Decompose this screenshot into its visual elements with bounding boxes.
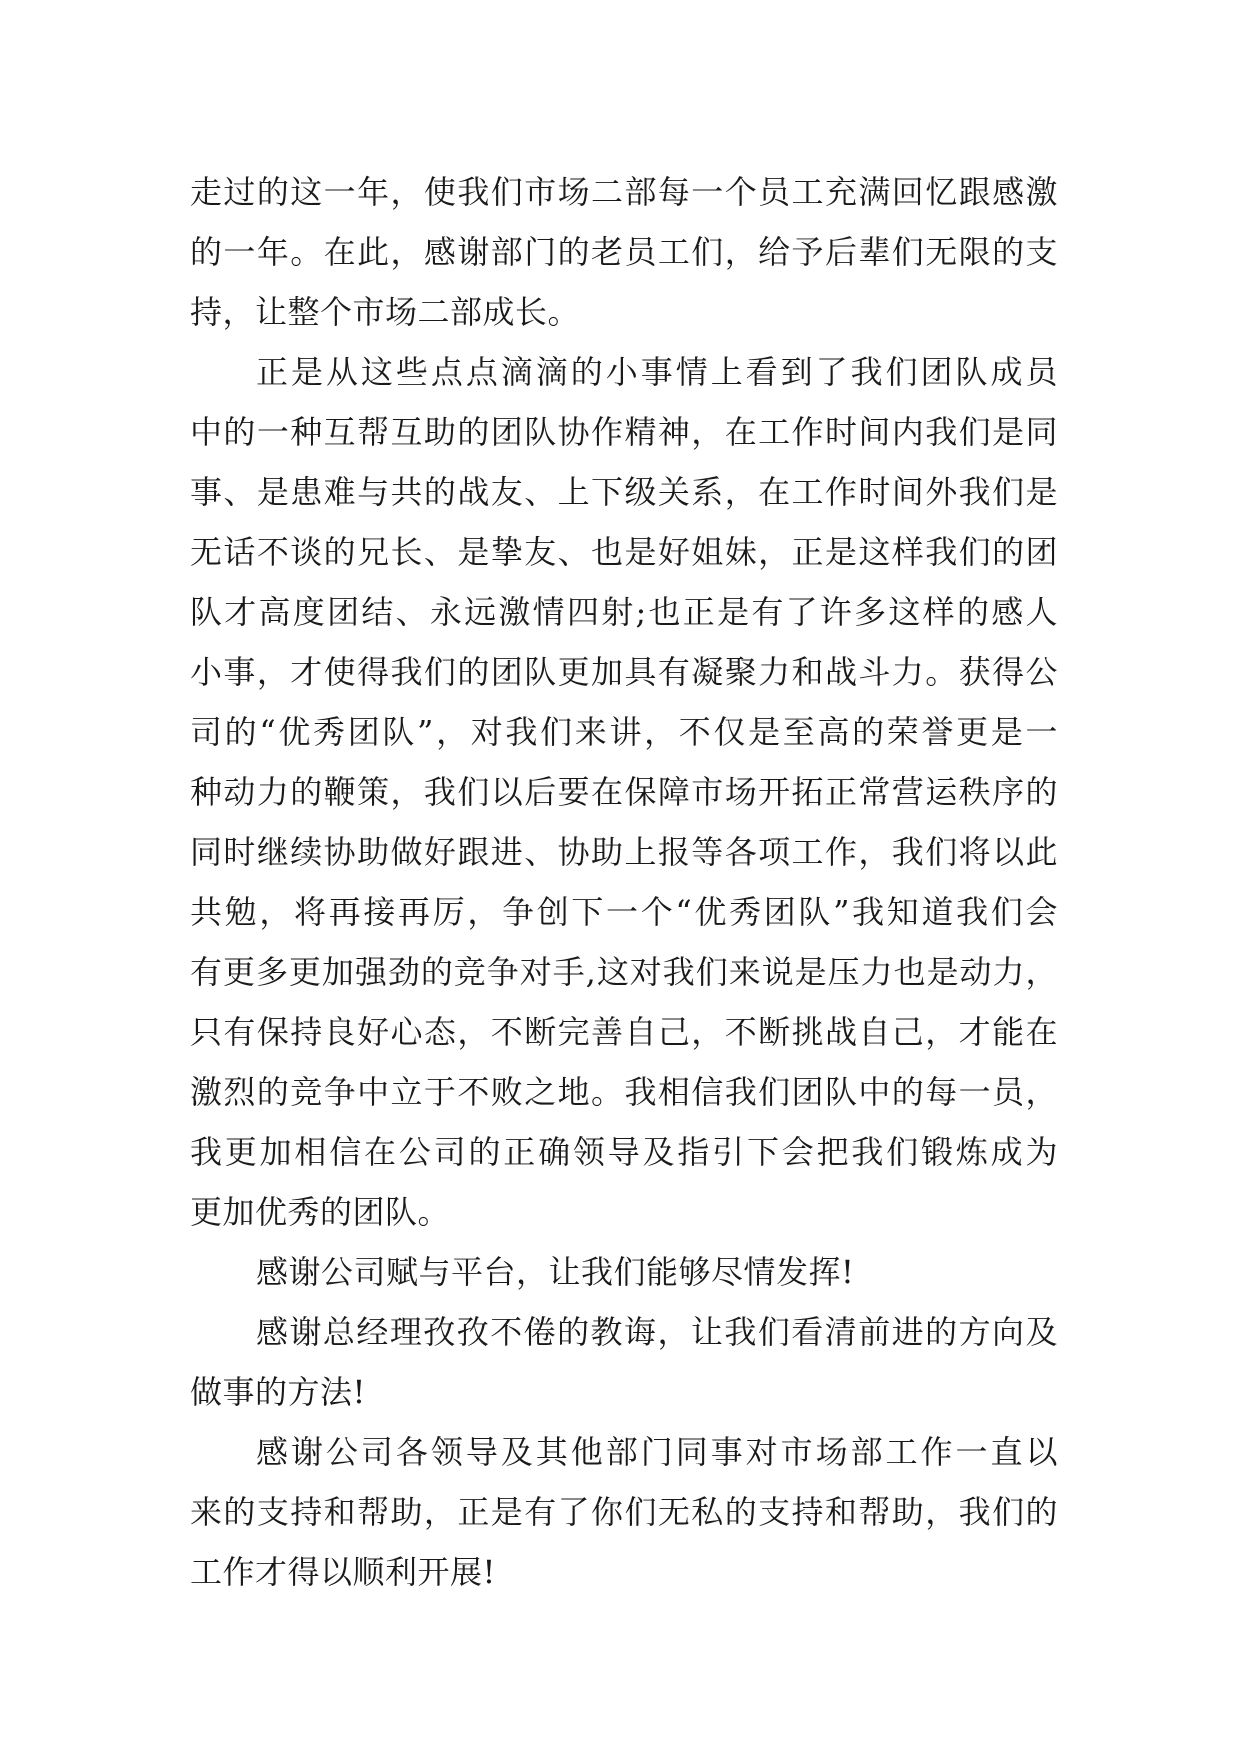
text-line: 走过的这一年，使我们市场二部每一个员工充满回忆跟感激 [190, 173, 1058, 211]
paragraph [190, 1242, 1058, 1302]
text-line: 正是从这些点点滴滴的小事情上看到了我们团队成员 [256, 353, 1058, 391]
paragraph [190, 1302, 1058, 1422]
text-line: 感谢公司赋与平台，让我们能够尽情发挥! [256, 1253, 855, 1291]
paragraph [190, 1422, 1058, 1602]
text-line: 我更加相信在公司的正确领导及指引下会把我们锻炼成为 [190, 1133, 1058, 1171]
text-line: 事、是患难与共的战友、上下级关系，在工作时间外我们是 [190, 473, 1058, 511]
text-line: 种动力的鞭策，我们以后要在保障市场开拓正常营运秩序的 [190, 773, 1058, 811]
text-line: 中的一种互帮互助的团队协作精神，在工作时间内我们是同 [190, 413, 1058, 451]
text-line: 小事，才使得我们的团队更加具有凝聚力和战斗力。获得公 [190, 653, 1058, 691]
text-line: 工作才得以顺利开展! [190, 1553, 496, 1591]
text-line: 无话不谈的兄长、是挚友、也是好姐妹，正是这样我们的团 [190, 533, 1058, 571]
text-line: 感谢公司各领导及其他部门同事对市场部工作一直以 [256, 1433, 1058, 1471]
text-line: 有更多更加强劲的竞争对手,这对我们来说是压力也是动力， [190, 953, 1058, 991]
text-line: 感谢总经理孜孜不倦的教诲，让我们看清前进的方向及 [256, 1313, 1058, 1351]
text-line: 同时继续协助做好跟进、协助上报等各项工作，我们将以此 [190, 833, 1058, 871]
text-line: 做事的方法! [190, 1373, 366, 1411]
text-line: 队才高度团结、永远激情四射;也正是有了许多这样的感人 [190, 593, 1058, 631]
paragraph [190, 342, 1058, 1242]
text-line: 持，让整个市场二部成长。 [190, 293, 581, 331]
document-body [190, 162, 1058, 1602]
text-line: 来的支持和帮助，正是有了你们无私的支持和帮助，我们的 [190, 1493, 1058, 1531]
text-line: 共勉，将再接再厉，争创下一个“优秀团队”我知道我们会 [190, 893, 1058, 931]
text-line: 只有保持良好心态，不断完善自己，不断挑战自己，才能在 [190, 1013, 1058, 1051]
text-line: 的一年。在此，感谢部门的老员工们，给予后辈们无限的支 [190, 233, 1058, 271]
text-line: 激烈的竞争中立于不败之地。我相信我们团队中的每一员， [190, 1073, 1058, 1111]
paragraph [190, 162, 1058, 342]
text-line: 更加优秀的团队。 [190, 1193, 451, 1231]
text-line: 司的“优秀团队”，对我们来讲，不仅是至高的荣誉更是一 [190, 713, 1058, 751]
